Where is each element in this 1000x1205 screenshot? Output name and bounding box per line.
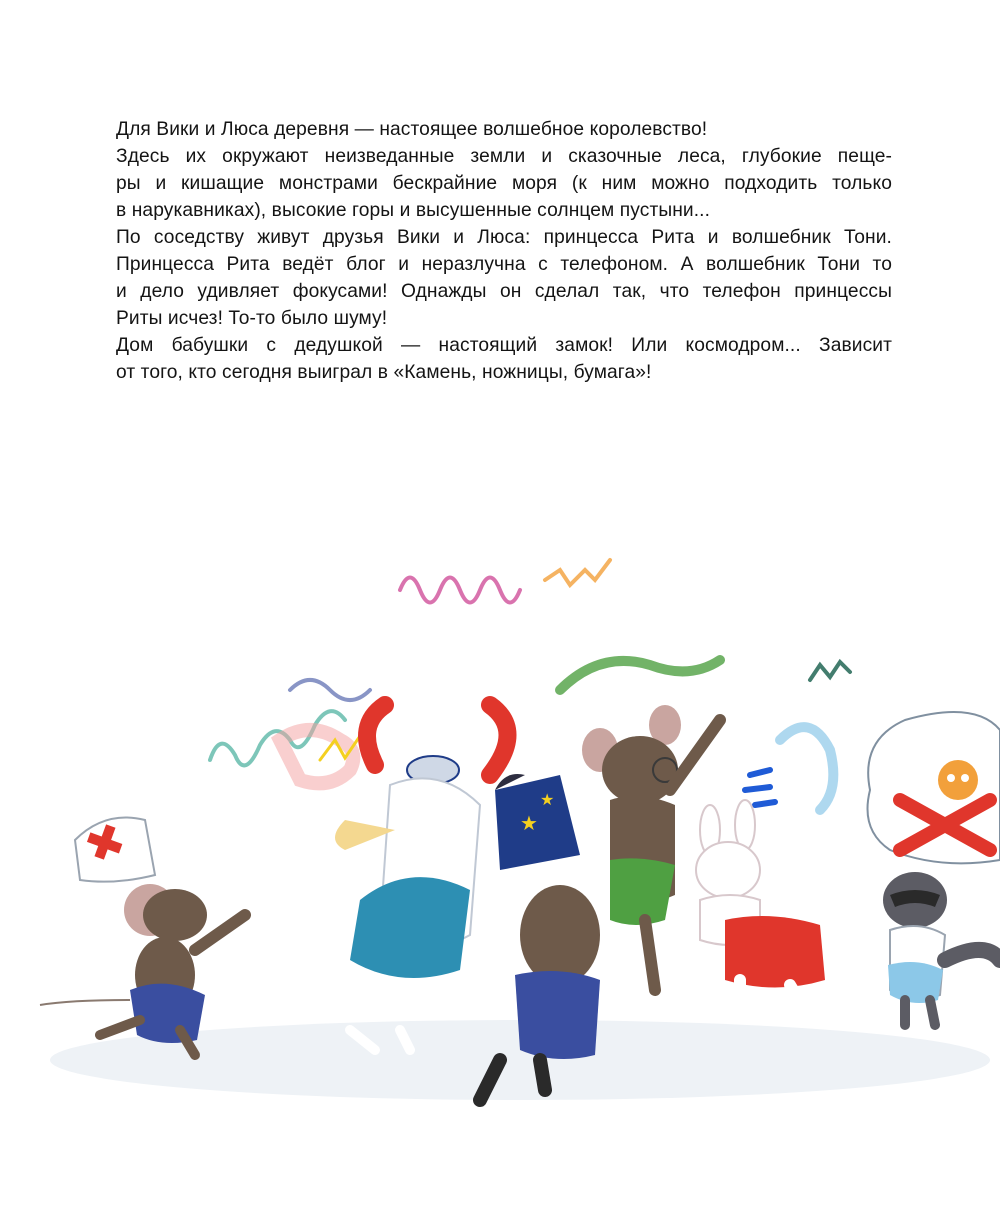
story-line: и дело удивляет фокусами! Однажды он сделал так, что телефон принцессы [116, 281, 892, 302]
raccoon [883, 872, 1000, 1025]
svg-text:★: ★ [540, 790, 555, 809]
story-line: ры и кишащие монстрами бескрайние моря (к ним можно подходить только [116, 173, 892, 194]
nurse-hat [75, 818, 155, 882]
story-line: Принцесса Рита ведёт блог и неразлучна с телефоном. А волшебник Тони то [116, 254, 892, 275]
story-line: Для Вики и Люса деревня — настоящее волшебное королевство! [116, 119, 708, 140]
story-line: Здесь их окружают неизведанные земли и сказочные леса, глубокие пеще- [116, 146, 892, 167]
bunny [696, 800, 825, 1010]
dancing-mouse [582, 705, 720, 990]
crayon-scribbles [210, 560, 850, 810]
running-mouse [40, 884, 245, 1055]
viking-bird [335, 705, 508, 1050]
svg-text:★: ★ [520, 811, 538, 835]
story-text [116, 116, 892, 386]
parade-illustration [0, 520, 1000, 1120]
story-line: Дом бабушки с дедушкой — настоящий замок! Или космодром... Зависит [116, 335, 892, 356]
story-line: Риты исчез! То-то было шуму! [116, 308, 388, 329]
pirate-flag-bubble [868, 712, 1000, 863]
story-line: от того, кто сегодня выиграл в «Камень, ножницы, бумага»! [116, 362, 652, 383]
story-line: в нарукавниках), высокие горы и высушенные солнцем пустыни... [116, 200, 711, 221]
story-line: По соседству живут друзья Вики и Люса: принцесса Рита и волшебник Тони. [116, 227, 892, 248]
